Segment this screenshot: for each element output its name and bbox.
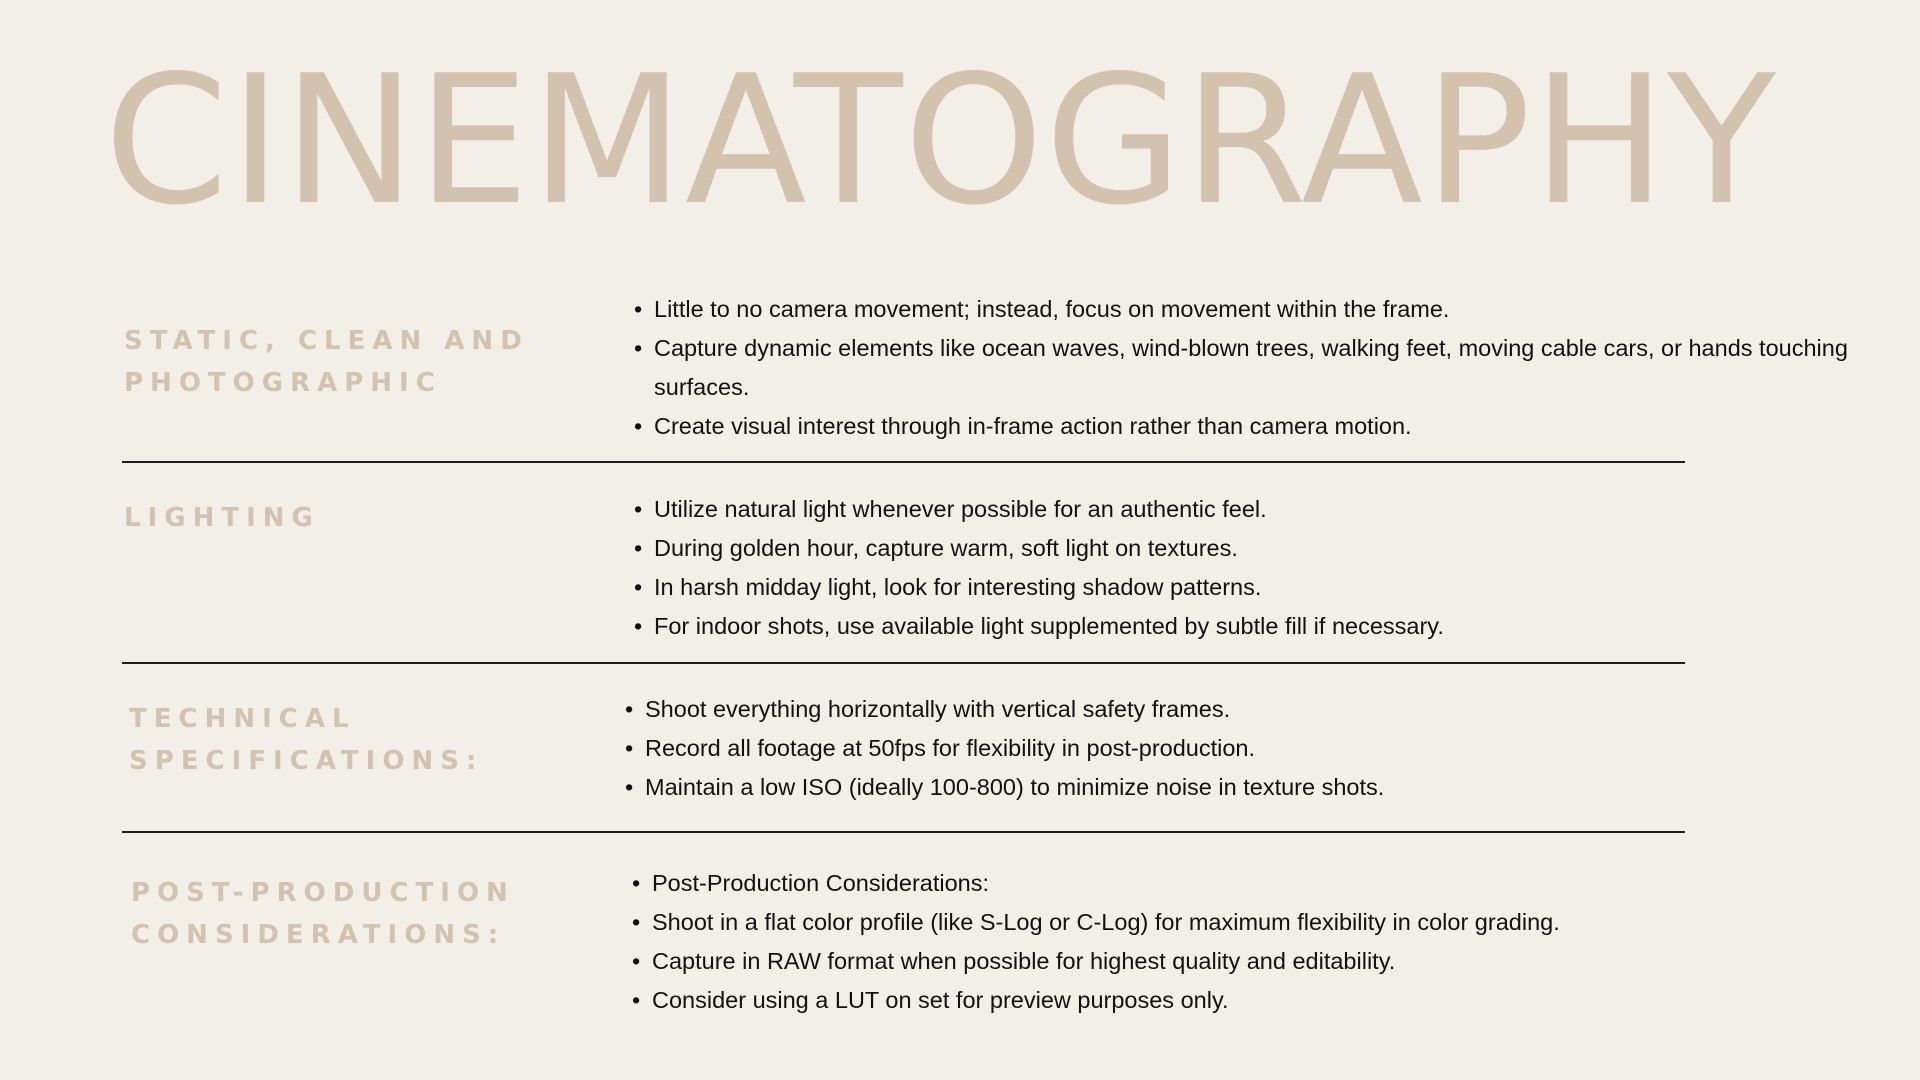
bullet-item: • In harsh midday light, look for interesting shadow patterns. [634,568,1734,607]
section-heading: LIGHTING [124,503,320,533]
bullet-item: • Create visual interest through in-frame action rather than camera motion. [634,407,1920,446]
bullet-item: • During golden hour, capture warm, soft light on textures. [634,529,1734,568]
section-heading: STATIC, CLEAN AND PHOTOGRAPHIC [124,326,529,398]
bullet-item: • Maintain a low ISO (ideally 100-800) to minimize noise in texture shots. [625,768,1725,807]
bullet-item: • Little to no camera movement; instead, focus on movement within the frame. [634,290,1920,329]
bullet-item: • Capture in RAW format when possible for highest quality and editability. [632,942,1732,981]
bullet-item: • Record all footage at 50fps for flexibility in post-production. [625,729,1725,768]
section-divider [122,831,1685,833]
section-post-production [122,864,1685,1024]
bullet-item: • Shoot in a flat color profile (like S-Log or C-Log) for maximum flexibility in color grading. [632,903,1732,942]
section-technical [122,690,1685,820]
section-heading: TECHNICAL SPECIFICATIONS: [129,704,484,776]
bullet-item: • Post-Production Considerations: [632,864,1732,903]
section-divider [122,461,1685,463]
bullet-item: • For indoor shots, use available light supplemented by subtle fill if necessary. [634,607,1734,646]
bullet-item: • Capture dynamic elements like ocean waves, wind-blown trees, walking feet, moving cable cars, or hands touching surfaces. [634,329,1920,407]
page-title: CINEMATOGRAPHY [104,37,1777,244]
section-heading: POST-PRODUCTION CONSIDERATIONS: [131,878,515,950]
bullet-item: • Shoot everything horizontally with vertical safety frames. [625,690,1725,729]
section-divider [122,662,1685,664]
bullet-list [632,864,1732,1020]
section-lighting [122,490,1685,650]
bullet-list [634,290,1920,446]
bullet-list [625,690,1725,807]
bullet-list [634,490,1734,646]
bullet-item: • Consider using a LUT on set for preview purposes only. [632,981,1732,1020]
bullet-item: • Utilize natural light whenever possible for an authentic feel. [634,490,1734,529]
section-static-clean [122,290,1848,440]
